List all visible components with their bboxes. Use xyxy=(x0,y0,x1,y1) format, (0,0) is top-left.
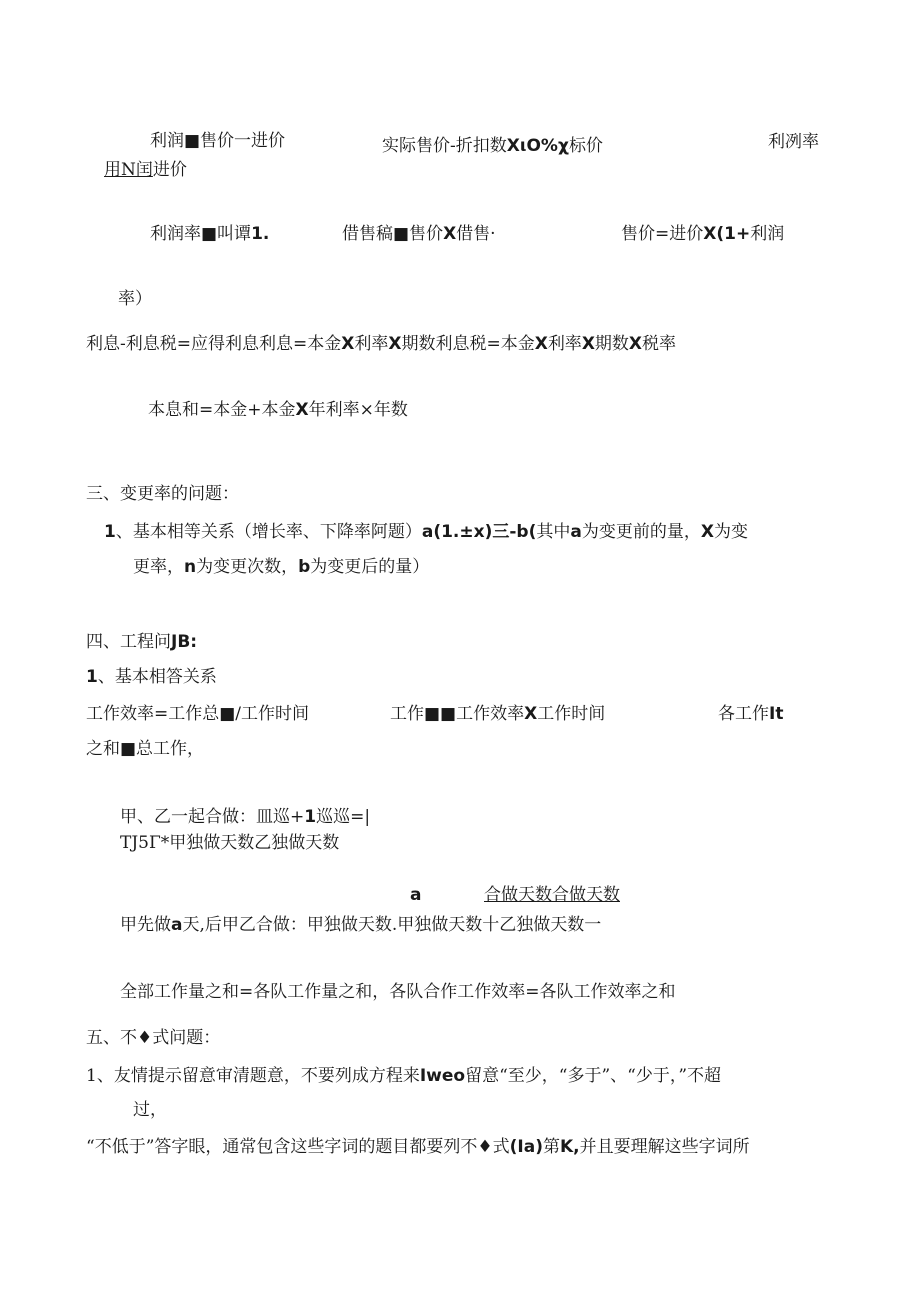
interest-text: 期数利息税=本金 xyxy=(401,334,535,354)
cost-line xyxy=(104,159,187,181)
actual-price-text-b: XιO%χ xyxy=(506,136,569,156)
item-text: 更率， xyxy=(133,557,184,577)
item-text: 留意“至少，“多于”、“少于，”不超 xyxy=(465,1066,722,1086)
item-text: 为变更前的量， xyxy=(581,522,701,542)
together-formula xyxy=(120,806,370,828)
sale-formula-a: 借售稿■售价 xyxy=(342,224,444,244)
price-formula-a: 售价=进价 xyxy=(621,224,704,244)
section-5-item-1 xyxy=(86,1065,721,1087)
work-text: 工作■■工作效率 xyxy=(390,704,525,724)
price-formula-b: X(1+ xyxy=(703,224,751,244)
item-text: 其中 xyxy=(536,522,571,542)
individual-days-line: TJ5Γ*甲独做天数乙独做天数 xyxy=(120,833,340,853)
principal-text: 年利率×年数 xyxy=(308,400,408,420)
sale-formula xyxy=(342,223,496,245)
principal-interest-formula xyxy=(148,399,408,421)
principal-text: 本息和=本金+本金 xyxy=(148,400,296,420)
variable-a-label: a xyxy=(410,885,422,905)
section-4-heading xyxy=(86,631,197,653)
item-text: 1、友情提示留意审清题意，不要列成方程来 xyxy=(86,1066,420,1086)
each-work-continued: 之和■总工作， xyxy=(86,739,205,759)
item-text: 、基本相等关系（增长率、下降率阿题） xyxy=(115,522,422,542)
actual-price-formula xyxy=(382,135,603,157)
each-work-formula xyxy=(718,703,783,725)
section-3-item-1 xyxy=(104,521,748,543)
cost-label: 用N闰 xyxy=(104,160,153,180)
actual-price-text-a: 实际售价-折扣数 xyxy=(382,136,507,156)
variable-a: a xyxy=(171,915,183,935)
interest-formula-line xyxy=(86,333,676,355)
first-text: 甲先做 xyxy=(120,915,171,935)
section-5-heading: 五、不♦式问题： xyxy=(86,1028,221,1048)
heading-text: 四、工程问 xyxy=(86,632,171,652)
heading-text-bold: JB: xyxy=(171,632,198,652)
item-text: 为变更后的量） xyxy=(310,557,430,577)
times-sign: X xyxy=(388,334,402,354)
item-text: 为变更次数， xyxy=(196,557,299,577)
section-3-heading: 三、变更率的问题： xyxy=(86,484,239,504)
together-text: 甲、乙一起合做：皿巡+ xyxy=(120,807,305,827)
sale-formula-c: 借售· xyxy=(456,224,496,244)
price-formula xyxy=(621,223,784,245)
times-sign: X xyxy=(341,334,355,354)
together-number: 1 xyxy=(304,807,317,827)
variable-b: b xyxy=(298,557,311,577)
times-sign: X xyxy=(534,334,548,354)
section-5-item-2 xyxy=(86,1136,750,1158)
profit-rate-label: 利冽率 xyxy=(768,132,819,152)
item-text-bold: Iweo xyxy=(419,1066,466,1086)
item-text: 并且要理解这些字词所 xyxy=(579,1137,750,1157)
item-text: 第 xyxy=(542,1137,560,1157)
formula-text: a(1.±x)三-b( xyxy=(421,522,537,542)
actual-price-text-c: 标价 xyxy=(568,136,603,156)
section-3-item-1-continued xyxy=(133,556,429,578)
work-text: 工作时间 xyxy=(537,704,606,724)
section-5-item-1-continued: 过， xyxy=(133,1100,167,1120)
each-text: 各工作 xyxy=(718,704,769,724)
interest-text: 税率 xyxy=(642,334,677,354)
price-formula-c: 利润 xyxy=(750,224,785,244)
item-text-bold: (Ia) xyxy=(509,1137,543,1157)
item-text-bold: K, xyxy=(559,1137,580,1157)
first-text: 天,后甲乙合做：甲独做天数.甲独做天数十乙独做天数一 xyxy=(182,915,602,935)
together-text: 巡巡=| xyxy=(316,807,371,827)
section-4-sub-1 xyxy=(86,666,217,688)
price-formula-continued: 率） xyxy=(118,289,152,309)
variable-n: n xyxy=(184,557,197,577)
item-number: 1 xyxy=(86,667,98,687)
rate-formula-a: 利润率■叫谭 xyxy=(150,224,252,244)
each-text-bold: It xyxy=(769,704,784,724)
variable-a: a xyxy=(570,522,582,542)
total-work-formula: 全部工作量之和=各队工作量之和，各队合作工作效率=各队工作效率之和 xyxy=(120,982,676,1002)
times-sign: X xyxy=(581,334,595,354)
first-then-together-formula xyxy=(120,914,601,936)
interest-text: 期数 xyxy=(594,334,629,354)
combined-days-line: 合做天数合做天数 xyxy=(484,885,620,905)
rate-formula-b: 1. xyxy=(251,224,270,244)
profit-formula: 利润■售价一进价 xyxy=(150,131,286,151)
item-text: “不低于”答字眼，通常包含这些字词的题目都要列不♦式 xyxy=(86,1137,510,1157)
times-sign: X xyxy=(628,334,643,354)
work-formula xyxy=(390,703,605,725)
cost-suffix: 进价 xyxy=(152,160,187,180)
item-text: 、基本相答关系 xyxy=(97,667,217,687)
times-sign: X xyxy=(295,400,309,420)
efficiency-formula: 工作效率=工作总■/工作时间 xyxy=(86,704,310,724)
item-text: 为变 xyxy=(713,522,748,542)
interest-text: 利息-利息税=应得利息利息=本金 xyxy=(86,334,342,354)
interest-text: 利率 xyxy=(354,334,389,354)
rate-formula xyxy=(150,223,269,245)
variable-x: X xyxy=(700,522,714,542)
times-sign: X xyxy=(524,704,538,724)
item-number: 1 xyxy=(104,522,116,542)
interest-text: 利率 xyxy=(547,334,582,354)
sale-formula-b: X xyxy=(443,224,457,244)
